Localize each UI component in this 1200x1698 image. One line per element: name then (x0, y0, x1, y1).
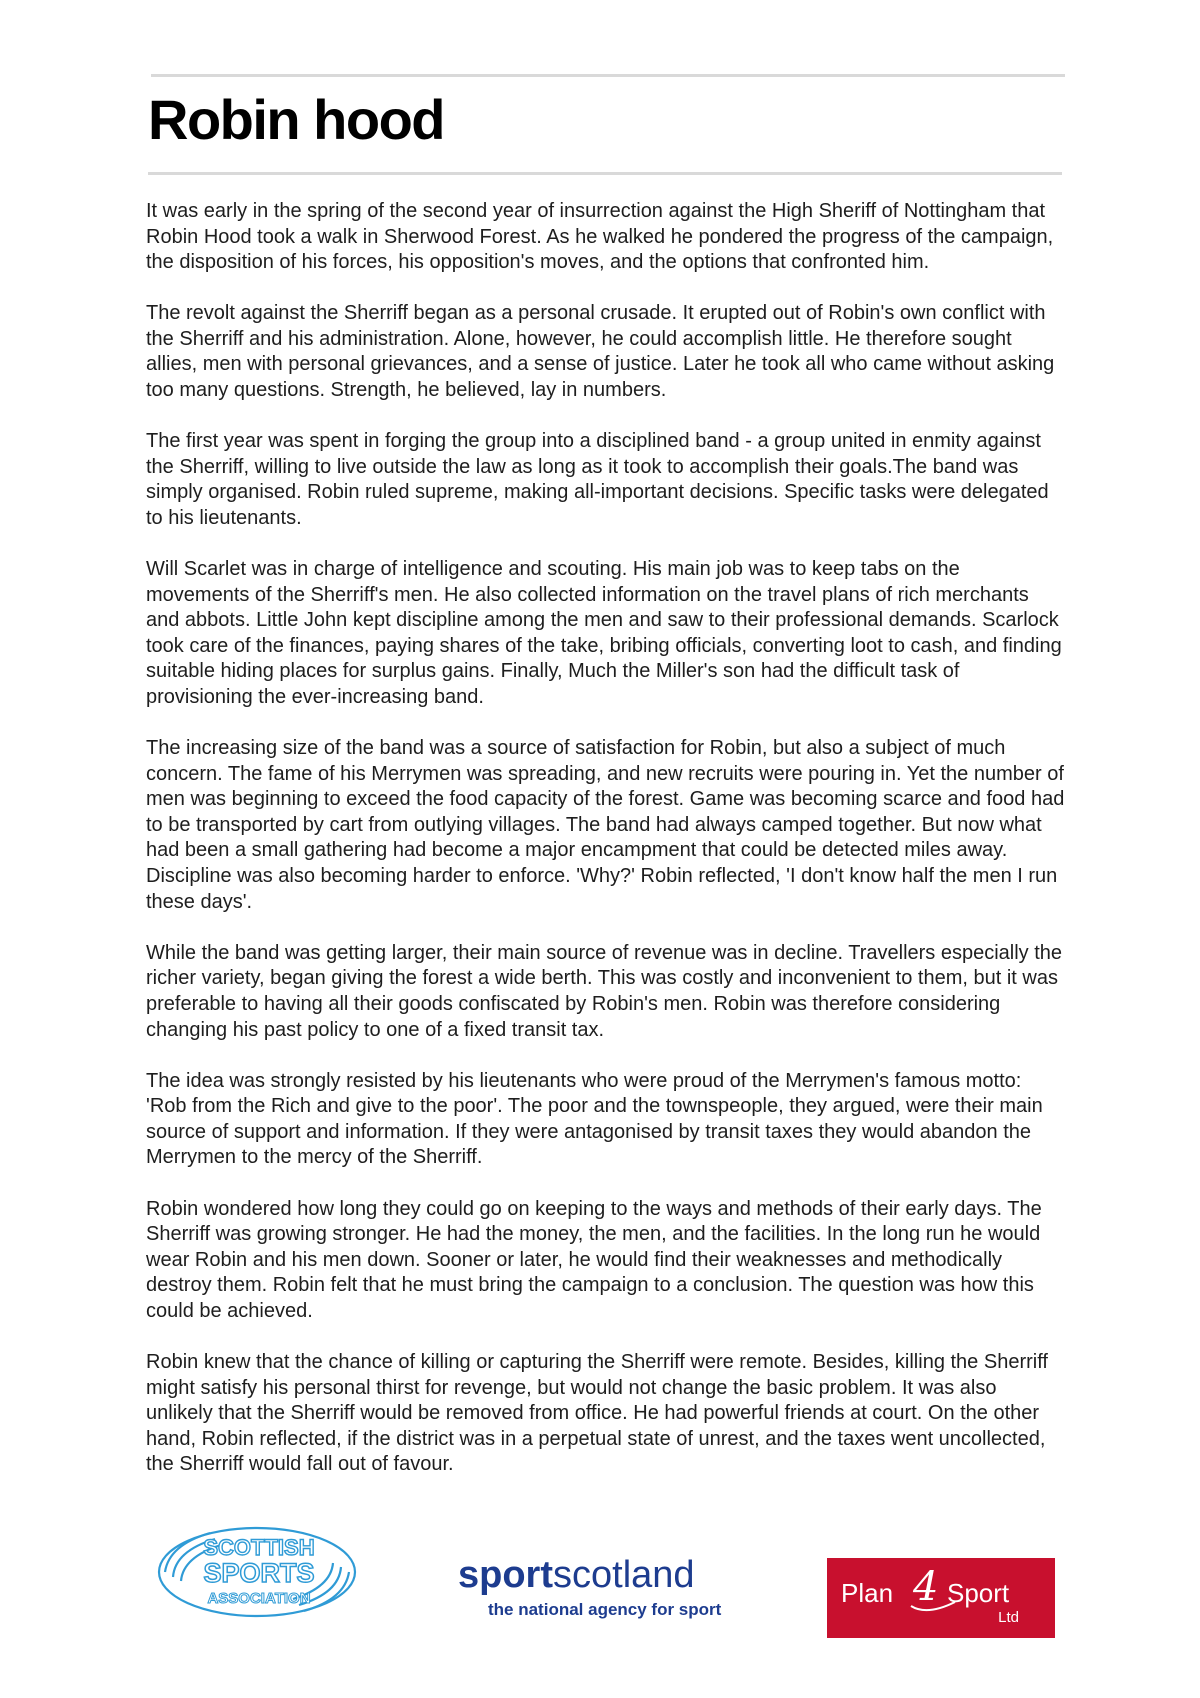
paragraph: While the band was getting larger, their main source of revenue was in decline. Travellers especially the richer variety, began giving the forest a wide berth. This was costly and inconvenient to them, but it was preferable to having all their goods confiscated by Robin's men. Robin was therefore considering changing his past policy to one of a fixed transit tax. (146, 941, 1063, 1041)
sportscotland-tagline: the national agency for sport (488, 1600, 722, 1619)
plan4sport-word1: Plan (841, 1578, 894, 1608)
sportscotland-bold-word: sport (458, 1554, 553, 1596)
sponsor-logos (0, 1525, 1200, 1645)
scottish-sports-association-logo (155, 1525, 360, 1620)
document-body (146, 199, 1066, 1503)
paragraph: The increasing size of the band was a source of satisfaction for Robin, but also a subject of much concern. The fame of his Merrymen was spreading, and new recruits were pouring in. Yet the number of men was beginning to exceed the food capacity of the forest. Game was becoming scarce and food had to be transported by cart from outlying villages. The band had always camped together. But now what had been a small gathering had become a major encampment that could be detected miles away. Discipline was also becoming harder to enforce. 'Why?' Robin reflected, 'I don't know half the men I run these days'. (146, 737, 1065, 913)
document-title: Robin hood (148, 88, 445, 151)
plan4sport-word2: Sport (947, 1578, 1010, 1608)
paragraph: The revolt against the Sherriff began as a personal crusade. It erupted out of Robin's own conflict with the Sherriff and his administration. Alone, however, he could accomplish little. He therefore sought allies, men with personal grievances, and a sense of justice. Later he took all who came without asking too many questions. Strength, he believed, lay in numbers. (146, 302, 1055, 402)
plan4sport-digit: 4 (913, 1564, 939, 1610)
paragraph: Will Scarlet was in charge of intelligence and scouting. His main job was to keep tabs on the movements of the Sherriff's men. He also collected information on the travel plans of rich merchants and abbots. Little John kept discipline among the men and saw to their professional demands. Scarlock took care of the finances, paying shares of the take, bribing officials, converting loot to cash, and finding suitable hiding places for surplus gains. Finally, Much the Miller's son had the difficult task of provisioning the ever-increasing band. (146, 558, 1062, 708)
paragraph: It was early in the spring of the second year of insurrection against the High Sheriff of Nottingham that Robin Hood took a walk in Sherwood Forest. As he walked he pondered the progress of the campaign, the disposition of his forces, his opposition's moves, and the options that confronted him. (146, 200, 1054, 274)
title-rule (148, 172, 1062, 175)
ssa-logo-line1: SCOTTISH (203, 1535, 315, 1560)
top-rule (151, 74, 1065, 77)
plan4sport-suffix: Ltd (998, 1609, 1019, 1626)
paragraph: The idea was strongly resisted by his lieutenants who were proud of the Merrymen's famous motto: 'Rob from the Rich and give to the poor'. The poor and the townspeople, they argued, were their main source of support and information. If they were antagonised by transit taxes they would abandon the Merrymen to the mercy of the Sherriff. (146, 1069, 1043, 1169)
sportscotland-logo (458, 1551, 728, 1621)
paragraph: Robin knew that the chance of killing or capturing the Sherriff were remote. Besides, killing the Sherriff might satisfy his personal thirst for revenge, but would not change the basic problem. It was also unlikely that the Sherriff would be removed from office. He had powerful friends at court. On the other hand, Robin reflected, if the district was in a perpetual state of unrest, and the taxes went uncollected, the Sherriff would fall out of favour. (146, 1350, 1048, 1476)
plan4sport-logo (827, 1558, 1055, 1638)
ssa-logo-line3: ASSOCIATION (207, 1590, 311, 1607)
ssa-logo-line2: SPORTS (203, 1558, 315, 1588)
paragraph: The first year was spent in forging the group into a disciplined band - a group united in enmity against the Sherriff, willing to live outside the law as long as it took to accomplish their goals.The band was simply organised. Robin ruled supreme, making all-important decisions. Specific tasks were delegated to his lieutenants. (146, 430, 1049, 529)
sportscotland-light-word: scotland (553, 1554, 695, 1596)
paragraph: Robin wondered how long they could go on keeping to the ways and methods of their early days. The Sherriff was growing stronger. He had the money, the men, and the facilities. In the long run he would wear Robin and his men down. Sooner or later, he would find their weaknesses and methodically destroy them. Robin felt that he must bring the campaign to a conclusion. The question was how this could be achieved. (146, 1197, 1042, 1322)
svg-text:sportscotland (458, 1554, 695, 1596)
